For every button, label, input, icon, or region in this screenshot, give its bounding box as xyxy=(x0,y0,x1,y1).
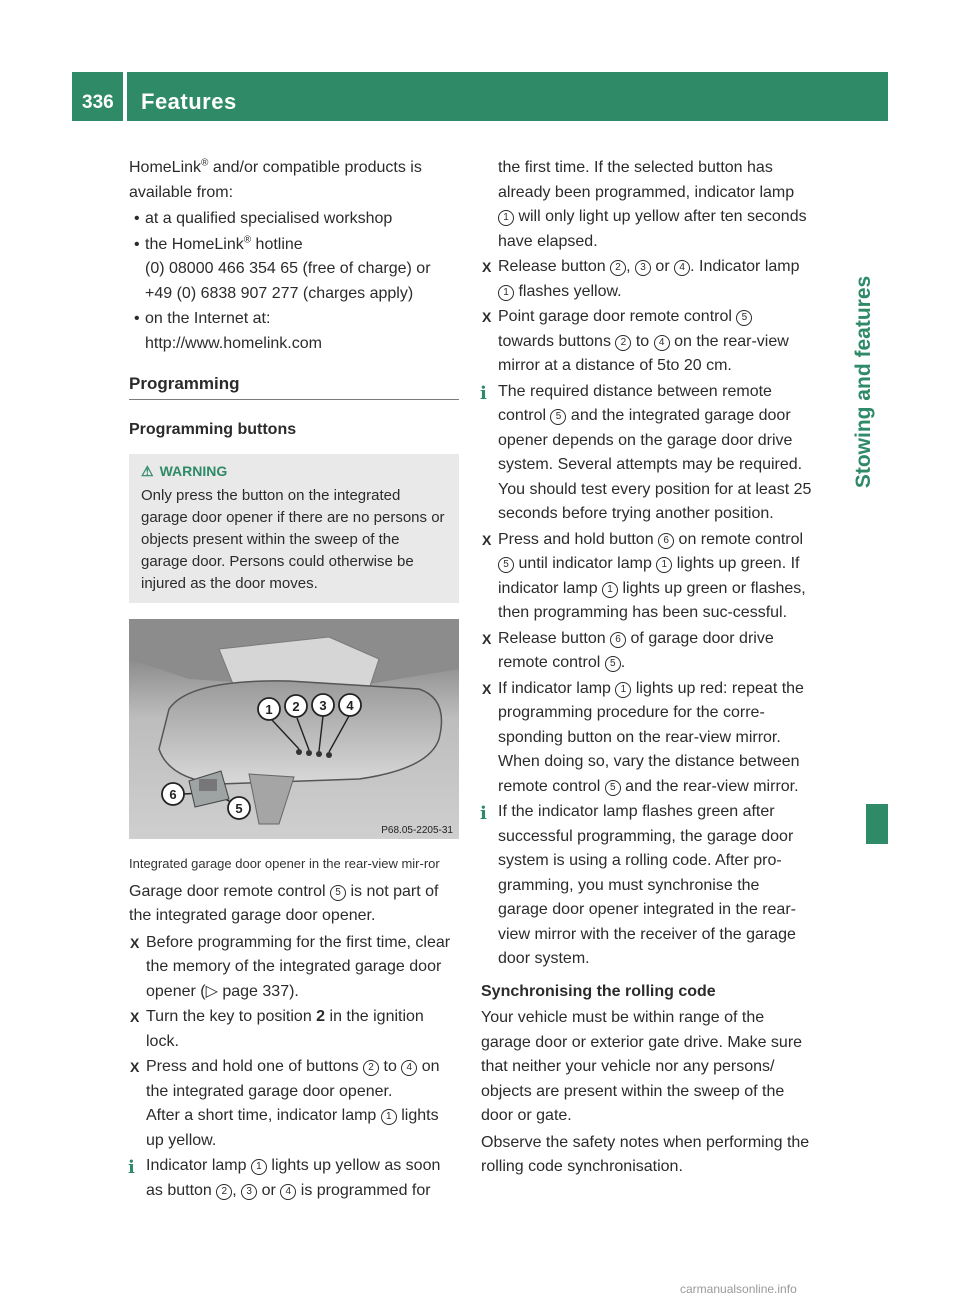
figure-reference: P68.05-2205-31 xyxy=(381,825,453,836)
subsection-title: Programming buttons xyxy=(129,420,297,438)
sidebar xyxy=(840,121,888,1143)
warning-triangle-icon: ⚠ xyxy=(141,463,154,479)
step-item: X Before programming for the first time, clear the memory of the integrated garage door opener (▷ page 337). xyxy=(129,931,459,1005)
info-note: i Indicator lamp 1 lights up yellow as soon as button 2 , 3 or 4 is programmed for xyxy=(128,1157,441,1199)
info-icon: i xyxy=(480,803,487,824)
info-icon: i xyxy=(480,382,487,404)
callout-5: 5 xyxy=(235,801,243,816)
page-link[interactable]: page 337). xyxy=(222,982,299,1000)
step-item: X Release button 6 of garage door drive remote control 5 . xyxy=(481,627,812,676)
warning-text: Only press the button on the integrated garage door opener if there are no persons or objects present within the sweep of the garage door. Persons could otherwise be injured as the door moves. xyxy=(141,487,445,592)
sidebar-label: Stowing and features xyxy=(852,275,875,489)
step-item: X If indicator lamp 1 lights up red: repeat the programming procedure for the corre-sponding button on the rear-view mirror. When doing so, vary the distance between remote control 5 and the rear-view mirror. xyxy=(481,677,812,800)
warning-box xyxy=(129,454,459,603)
list-item: • at a qualified specialised workshop xyxy=(134,210,393,227)
page-ref-arrow-icon: ▷ xyxy=(205,982,218,1000)
step-item: X Press and hold button 6 on remote control 5 until indicator lamp 1 lights up green. If indicator lamp 1 lights up green or flashes, then programming has been suc-cessful. xyxy=(481,528,812,626)
callout-4: 4 xyxy=(346,698,354,713)
watermark: carmanualsonline.info xyxy=(680,1282,797,1296)
homelink-url[interactable]: http://www.homelink.com xyxy=(145,334,322,352)
section-title: Programming xyxy=(129,372,459,400)
callout-6: 6 xyxy=(169,787,177,802)
step-item: X Turn the key to position 2 in the ignition lock. xyxy=(129,1005,459,1054)
callout-1: 1 xyxy=(265,702,273,717)
paragraph: Observe the safety notes when performing the rolling code synchronisation. xyxy=(481,1133,810,1175)
list-item: • on the Internet at: http://www.homelink.com xyxy=(134,310,322,352)
callout-2: 2 xyxy=(292,699,300,714)
step-item: X Press and hold one of buttons 2 to 4 on the integrated garage door opener. After a short time, indicator lamp 1 lights up yellow. xyxy=(129,1055,459,1153)
rear-view-mirror-illustration xyxy=(129,619,459,839)
step-item: X Release button 2 , 3 or 4 . Indicator lamp 1 flashes yellow. xyxy=(481,255,812,304)
intro-paragraph: HomeLink® and/or compatible products is available from: xyxy=(129,157,422,201)
info-note: i The required distance between remote control 5 and the integrated garage door opener depends on the garage door drive system. Several attempts may be required. You should test every position for at least 25 seconds before trying another position. xyxy=(480,382,812,522)
chapter-title: Features xyxy=(141,89,237,114)
info-icon: i xyxy=(128,1157,135,1178)
info-note-continued: the first time. If the selected button has already been programmed, indicator lamp 1 will only light up yellow after ten seconds have elapsed. xyxy=(498,159,807,250)
list-item: • the HomeLink® hotline (0) 08000 466 354 65 (free of charge) or +49 (0) 6838 907 277 (charges apply) xyxy=(134,234,431,302)
warning-heading: ⚠ WARNING xyxy=(141,463,228,479)
figure-caption: Integrated garage door opener in the rear-view mir-ror xyxy=(129,855,440,871)
step-item: X Point garage door remote control 5 towards buttons 2 to 4 on the rear-view mirror at a distance of 5to 20 cm. xyxy=(481,305,812,379)
paragraph: Garage door remote control 5 is not part of the integrated garage door opener. xyxy=(129,882,439,924)
sidebar-tab-marker xyxy=(866,804,888,844)
subsection-title: Synchronising the rolling code xyxy=(481,982,716,1000)
header-divider xyxy=(123,72,127,121)
left-column xyxy=(129,156,459,1204)
page-number: 336 xyxy=(82,92,114,113)
info-note: i If the indicator lamp flashes green after successful programming, the garage door system is using a rolling code. After pro-gramming, you must synchronise the garage door opener integrated in the rear-view mirror with the receiver of the garage door system. xyxy=(480,803,796,967)
callout-3: 3 xyxy=(319,698,327,713)
right-column xyxy=(481,156,812,1182)
paragraph: Your vehicle must be within range of the garage door or exterior gate drive. Make sure that neither your vehicle nor any persons/ objects are present within the sweep of the door or gate. xyxy=(481,1009,803,1124)
